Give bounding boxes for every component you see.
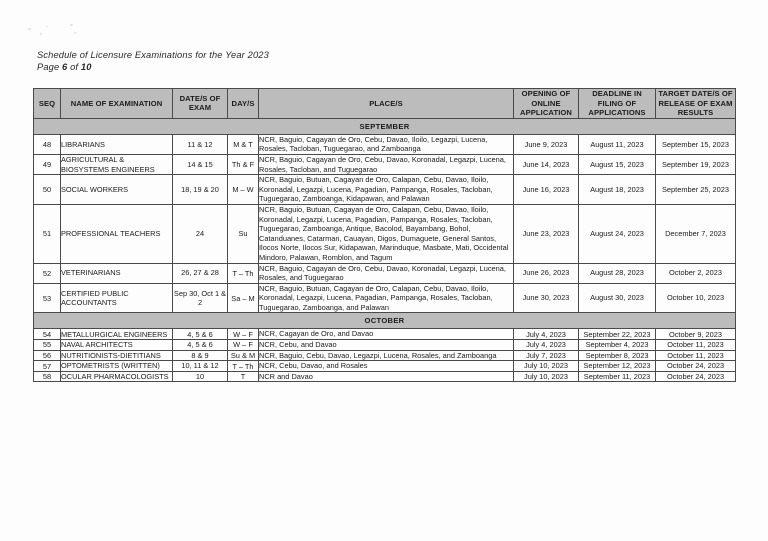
cell-name-of-examination: METALLURGICAL ENGINEERS bbox=[61, 329, 173, 340]
cell-name-of-examination: NAVAL ARCHITECTS bbox=[61, 340, 173, 351]
month-band-row bbox=[34, 313, 736, 329]
cell-deadline-in-filing: August 15, 2023 bbox=[579, 154, 656, 174]
column-header-seq: SEQ bbox=[34, 89, 61, 119]
cell-name-of-examination: VETERINARIANS bbox=[61, 263, 173, 283]
cell-seq: 53 bbox=[34, 283, 61, 313]
scan-artifact bbox=[40, 33, 42, 35]
column-header-name-of-examination: NAME OF EXAMINATION bbox=[61, 89, 173, 119]
cell-dates-of-exam: 10 bbox=[173, 371, 228, 382]
cell-places: NCR and Davao bbox=[259, 371, 514, 382]
cell-seq: 51 bbox=[34, 204, 61, 263]
cell-places: NCR, Baguio, Cagayan de Oro, Cebu, Davao, Koronadal, Legazpi, Lucena, Rosales, Tacloban, and Tuguegarao bbox=[259, 154, 514, 174]
cell-dates-of-exam: 10, 11 & 12 bbox=[173, 361, 228, 372]
cell-deadline-in-filing: September 22, 2023 bbox=[579, 329, 656, 340]
cell-opening-of-online-application: July 7, 2023 bbox=[514, 350, 579, 361]
cell-seq: 57 bbox=[34, 361, 61, 372]
cell-dates-of-exam: 8 & 9 bbox=[173, 350, 228, 361]
cell-name-of-examination: NUTRITIONISTS-DIETITIANS bbox=[61, 350, 173, 361]
table-header bbox=[34, 89, 736, 119]
cell-target-date-of-release: September 15, 2023 bbox=[656, 134, 736, 154]
cell-deadline-in-filing: September 8, 2023 bbox=[579, 350, 656, 361]
schedule-sheet bbox=[33, 88, 735, 382]
cell-target-date-of-release: October 9, 2023 bbox=[656, 329, 736, 340]
table-row bbox=[34, 340, 736, 351]
cell-target-date-of-release: October 11, 2023 bbox=[656, 340, 736, 351]
cell-name-of-examination: OPTOMETRISTS (WRITTEN) bbox=[61, 361, 173, 372]
cell-seq: 58 bbox=[34, 371, 61, 382]
document-header bbox=[37, 49, 269, 73]
examination-schedule-table bbox=[33, 88, 736, 382]
cell-days: T bbox=[228, 371, 259, 382]
cell-seq: 54 bbox=[34, 329, 61, 340]
page-label-middle: of bbox=[67, 62, 81, 73]
cell-places: NCR, Baguio, Butuan, Cagayan de Oro, Calapan, Cebu, Davao, Iloilo, Koronadal, Legazpi, Lucena, Pagadian, Pampanga, Rosales, Tacloban, Tuguegarao, Zamboanga, Antique, Bacolod, Bayambang, Bohol, Catanduanes, Catarman, Cauayan, Digos, Dumaguete, General Santos, Ilocos Norte, Ilocos Sur, Kidapawan, Marinduque, Masbate, Mati, Occidental Mindoro, Palawan, Romblon, and Tagum bbox=[259, 204, 514, 263]
document-title: Schedule of Licensure Examinations for the Year 2023 bbox=[37, 50, 269, 60]
table-row bbox=[34, 204, 736, 263]
table-row bbox=[34, 283, 736, 313]
cell-name-of-examination: OCULAR PHARMACOLOGISTS bbox=[61, 371, 173, 382]
cell-seq: 48 bbox=[34, 134, 61, 154]
cell-opening-of-online-application: June 9, 2023 bbox=[514, 134, 579, 154]
cell-target-date-of-release: October 10, 2023 bbox=[656, 283, 736, 313]
cell-name-of-examination: SOCIAL WORKERS bbox=[61, 175, 173, 205]
cell-target-date-of-release: September 25, 2023 bbox=[656, 175, 736, 205]
column-header-opening-of-online-application: OPENING OF ONLINE APPLICATION bbox=[514, 89, 579, 119]
cell-days: W – F bbox=[228, 329, 259, 340]
cell-places: NCR, Baguio, Butuan, Cagayan de Oro, Calapan, Cebu, Davao, Iloilo, Koronadal, Legazpi, Lucena, Pagadian, Pampanga, Rosales, Tacloban, Tuguegarao, Zamboanga, and Palawan bbox=[259, 283, 514, 313]
cell-target-date-of-release: October 11, 2023 bbox=[656, 350, 736, 361]
cell-seq: 49 bbox=[34, 154, 61, 174]
cell-places: NCR, Cebu, and Davao bbox=[259, 340, 514, 351]
table-row bbox=[34, 350, 736, 361]
cell-dates-of-exam: 18, 19 & 20 bbox=[173, 175, 228, 205]
cell-seq: 52 bbox=[34, 263, 61, 283]
cell-deadline-in-filing: September 12, 2023 bbox=[579, 361, 656, 372]
cell-deadline-in-filing: September 4, 2023 bbox=[579, 340, 656, 351]
page-number: 6 bbox=[62, 62, 68, 73]
cell-deadline-in-filing: September 11, 2023 bbox=[579, 371, 656, 382]
page-indicator bbox=[37, 61, 269, 73]
scan-artifact bbox=[46, 26, 48, 27]
cell-deadline-in-filing: August 30, 2023 bbox=[579, 283, 656, 313]
scan-artifact bbox=[70, 24, 73, 26]
cell-name-of-examination: LIBRARIANS bbox=[61, 134, 173, 154]
cell-deadline-in-filing: August 24, 2023 bbox=[579, 204, 656, 263]
month-band-label: SEPTEMBER bbox=[34, 118, 736, 134]
cell-dates-of-exam: 26, 27 & 28 bbox=[173, 263, 228, 283]
month-band-row bbox=[34, 118, 736, 134]
table-header-row bbox=[34, 89, 736, 119]
cell-opening-of-online-application: June 26, 2023 bbox=[514, 263, 579, 283]
column-header-target-date-of-release: TARGET DATE/S OF RELEASE OF EXAM RESULTS bbox=[656, 89, 736, 119]
column-header-days: DAY/S bbox=[228, 89, 259, 119]
cell-seq: 56 bbox=[34, 350, 61, 361]
cell-name-of-examination: PROFESSIONAL TEACHERS bbox=[61, 204, 173, 263]
cell-days: Sa – M bbox=[228, 283, 259, 313]
cell-days: Th & F bbox=[228, 154, 259, 174]
cell-target-date-of-release: September 19, 2023 bbox=[656, 154, 736, 174]
cell-days: Su & M bbox=[228, 350, 259, 361]
cell-target-date-of-release: October 24, 2023 bbox=[656, 371, 736, 382]
cell-target-date-of-release: October 2, 2023 bbox=[656, 263, 736, 283]
scan-artifact bbox=[28, 28, 31, 31]
cell-days: T – Th bbox=[228, 361, 259, 372]
cell-days: Su bbox=[228, 204, 259, 263]
cell-opening-of-online-application: July 4, 2023 bbox=[514, 340, 579, 351]
cell-places: NCR, Cagayan de Oro, and Davao bbox=[259, 329, 514, 340]
table-row bbox=[34, 371, 736, 382]
cell-days: M – W bbox=[228, 175, 259, 205]
cell-opening-of-online-application: June 30, 2023 bbox=[514, 283, 579, 313]
cell-dates-of-exam: 4, 5 & 6 bbox=[173, 340, 228, 351]
cell-dates-of-exam: 24 bbox=[173, 204, 228, 263]
column-header-places: PLACE/S bbox=[259, 89, 514, 119]
cell-days: M & T bbox=[228, 134, 259, 154]
cell-places: NCR, Baguio, Butuan, Cagayan de Oro, Calapan, Cebu, Davao, Iloilo, Koronadal, Legazpi, Lucena, Pagadian, Pampanga, Rosales, Tacloban, Tuguegarao, Zamboanga, Kidapawan, and Palawan bbox=[259, 175, 514, 205]
cell-seq: 50 bbox=[34, 175, 61, 205]
cell-deadline-in-filing: August 11, 2023 bbox=[579, 134, 656, 154]
cell-places: NCR, Baguio, Cebu, Davao, Legazpi, Lucena, Rosales, and Zamboanga bbox=[259, 350, 514, 361]
cell-opening-of-online-application: June 16, 2023 bbox=[514, 175, 579, 205]
cell-days: W – F bbox=[228, 340, 259, 351]
cell-places: NCR, Baguio, Cagayan de Oro, Cebu, Davao, Iloilo, Legazpi, Lucena, Rosales, Tacloban, Tuguegarao, and Zamboanga bbox=[259, 134, 514, 154]
cell-deadline-in-filing: August 18, 2023 bbox=[579, 175, 656, 205]
cell-opening-of-online-application: July 10, 2023 bbox=[514, 371, 579, 382]
cell-days: T – Th bbox=[228, 263, 259, 283]
cell-seq: 55 bbox=[34, 340, 61, 351]
cell-dates-of-exam: 11 & 12 bbox=[173, 134, 228, 154]
cell-dates-of-exam: Sep 30, Oct 1 & 2 bbox=[173, 283, 228, 313]
cell-places: NCR, Baguio, Cagayan de Oro, Cebu, Davao, Koronadal, Legazpi, Lucena, Rosales, and Tuguegarao bbox=[259, 263, 514, 283]
cell-opening-of-online-application: July 4, 2023 bbox=[514, 329, 579, 340]
column-header-dates-of-exam: DATE/S OF EXAM bbox=[173, 89, 228, 119]
table-row bbox=[34, 134, 736, 154]
month-band-label: OCTOBER bbox=[34, 313, 736, 329]
cell-places: NCR, Cebu, Davao, and Rosales bbox=[259, 361, 514, 372]
page-label-prefix: Page bbox=[37, 62, 63, 73]
table-row bbox=[34, 361, 736, 372]
cell-target-date-of-release: October 24, 2023 bbox=[656, 361, 736, 372]
table-row bbox=[34, 175, 736, 205]
cell-opening-of-online-application: June 23, 2023 bbox=[514, 204, 579, 263]
table-row bbox=[34, 263, 736, 283]
page-total: 10 bbox=[80, 62, 92, 73]
cell-target-date-of-release: December 7, 2023 bbox=[656, 204, 736, 263]
table-row bbox=[34, 154, 736, 174]
cell-name-of-examination: AGRICULTURAL & BIOSYSTEMS ENGINEERS bbox=[61, 154, 173, 174]
cell-dates-of-exam: 4, 5 & 6 bbox=[173, 329, 228, 340]
cell-dates-of-exam: 14 & 15 bbox=[173, 154, 228, 174]
column-header-deadline-in-filing-of-applications: DEADLINE IN FILING OF APPLICATIONS bbox=[579, 89, 656, 119]
table-row bbox=[34, 329, 736, 340]
cell-deadline-in-filing: August 28, 2023 bbox=[579, 263, 656, 283]
scan-artifact bbox=[74, 32, 76, 34]
cell-name-of-examination: CERTIFIED PUBLIC ACCOUNTANTS bbox=[61, 283, 173, 313]
cell-opening-of-online-application: June 14, 2023 bbox=[514, 154, 579, 174]
cell-opening-of-online-application: July 10, 2023 bbox=[514, 361, 579, 372]
table-body bbox=[34, 118, 736, 382]
